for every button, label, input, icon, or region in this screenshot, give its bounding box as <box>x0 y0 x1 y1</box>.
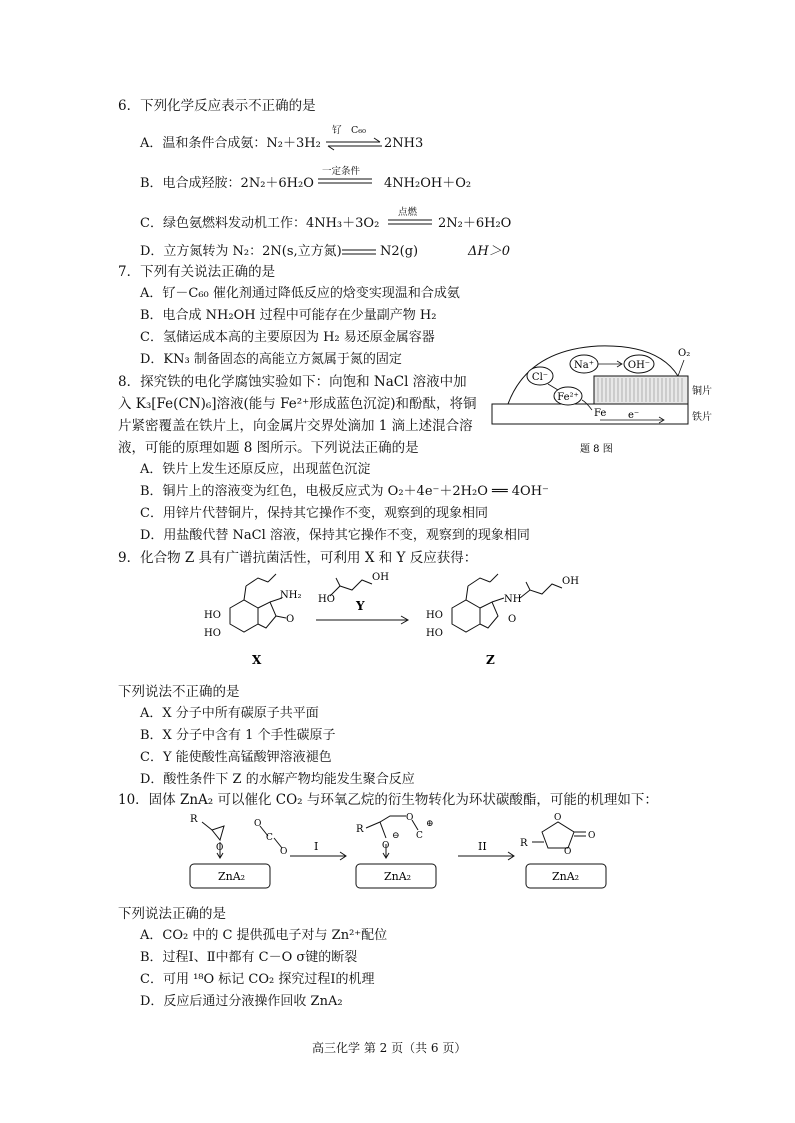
z-hydroxy-label-3: OH <box>562 576 579 587</box>
compound-x-label: X <box>252 653 262 667</box>
q6-b-condition: 一定条件 <box>322 166 361 177</box>
q9-reaction-scheme <box>190 568 610 668</box>
q7-option-b: B．电合成 NH₂OH 过程中可能存在少量副产物 H₂ <box>140 308 437 323</box>
sodium-ion-label: Na⁺ <box>574 360 594 371</box>
q8-stem-line-3: 片紧密覆盖在铁片上，向金属片交界处滴加 1 滴上述混合溶 <box>118 418 473 434</box>
x-amine-label: NH₂ <box>280 590 302 601</box>
iron-plate-label: 铁片 <box>692 412 712 423</box>
q6-a-arrow <box>324 136 384 152</box>
q9-option-c: C．Y 能使酸性高锰酸钾溶液褪色 <box>140 750 332 765</box>
stage2-r-label: R <box>356 824 364 835</box>
q10-option-a: A．CO₂ 中的 C 提供孤电子对与 Zn²⁺配位 <box>140 928 388 943</box>
q6-b-equals <box>318 176 374 186</box>
q9-sub-stem: 下列说法不正确的是 <box>118 684 240 700</box>
stage1-co2-c: C <box>266 833 273 843</box>
q8-option-a: A．铁片上发生还原反应，出现蓝色沉淀 <box>140 462 371 477</box>
step-2-label: II <box>478 840 487 853</box>
compound-z-label: Z <box>486 653 495 667</box>
stage2-catalyst-label: ZnA₂ <box>384 870 412 883</box>
q6-c-condition: 点燃 <box>398 207 418 218</box>
q6-d-enthalpy: ΔH＞0 <box>468 244 510 259</box>
z-hydroxy-label-1: HO <box>426 610 443 621</box>
q9-option-b: B．X 分子中含有 1 个手性碳原子 <box>140 728 336 743</box>
stage3-ring-o2: O <box>564 847 572 857</box>
q8-option-d: D．用盐酸代替 NaCl 溶液，保持其它操作不变，观察到的现象相同 <box>140 528 530 543</box>
q10-stem: 10．固体 ZnA₂ 可以催化 CO₂ 与环氧乙烷的衍生物转化为环状碳酸酯，可能的机理如下： <box>118 792 658 808</box>
q8-stem-line-4: 液，可能的原理如题 8 图所示。下列说法正确的是 <box>118 440 419 456</box>
q10-option-d: D．反应后通过分液操作回收 ZnA₂ <box>140 994 343 1009</box>
q10-option-b: B．过程Ⅰ、Ⅱ中都有 C－O σ键的断裂 <box>140 950 358 965</box>
stage2-positive-charge: ⊕ <box>426 819 434 829</box>
figure-8-caption: 题 8 图 <box>580 444 613 455</box>
q6-a-product: 2NH3 <box>384 136 424 151</box>
stage3-r-label: R <box>520 838 528 849</box>
stage3-ring-o1: O <box>554 813 562 823</box>
q7-option-d: D．KN₃ 制备固态的高能立方氮属于氮的固定 <box>140 352 402 367</box>
stage1-co2-o1: O <box>254 819 262 829</box>
stage1-catalyst-label: ZnA₂ <box>218 870 246 883</box>
x-carbonyl-label: O <box>286 614 295 625</box>
x-hydroxy-label-1: HO <box>204 610 221 621</box>
z-carbonyl-label: O <box>508 614 517 625</box>
page-footer: 高三化学 第 2 页（共 6 页） <box>312 1041 467 1055</box>
q6-d-equals <box>342 247 378 257</box>
q9-option-d: D．酸性条件下 Z 的水解产物均能发生聚合反应 <box>140 772 415 787</box>
x-hydroxy-label-2: HO <box>204 628 221 639</box>
q8-stem-line-1: 8．探究铁的电化学腐蚀实验如下：向饱和 NaCl 溶液中加 <box>118 374 467 390</box>
q6-d-product: N2(g) <box>380 244 419 259</box>
oxygen-label: O₂ <box>678 348 691 359</box>
molecule-y <box>330 578 372 596</box>
q10-option-c: C．可用 ¹⁸O 标记 CO₂ 探究过程Ⅰ的机理 <box>140 972 375 987</box>
q6-stem: 6．下列化学反应表示不正确的是 <box>118 98 316 114</box>
z-hydroxy-label-2: HO <box>426 628 443 639</box>
stage1-co2-o2: O <box>280 847 288 857</box>
copper-plate-label: 铜片 <box>692 386 712 397</box>
q6-c-product: 2N₂＋6H₂O <box>438 216 512 231</box>
stage3-catalyst-label: ZnA₂ <box>552 870 580 883</box>
stage1-epoxide-o: O <box>216 843 224 853</box>
electron-label: e⁻ <box>628 410 640 421</box>
q8-option-c: C．用锌片代替铜片，保持其它操作不变，观察到的现象相同 <box>140 506 488 521</box>
chloride-ion-label: Cl⁻ <box>531 372 549 383</box>
stage3-carbonyl-o: O <box>588 831 596 841</box>
q6-option-a <box>140 136 321 152</box>
step-1-label: I <box>314 840 319 853</box>
z-amide-label: NH <box>504 594 522 605</box>
stage1-r-label: R <box>190 814 198 825</box>
q6-option-d: D．立方氮转为 N₂：2N(s,立方氮) <box>140 244 342 259</box>
q6-option-c: C．绿色氨燃料发动机工作：4NH₃＋3O₂ <box>140 216 380 231</box>
compound-y-label: Y <box>356 599 365 613</box>
q8-stem-line-2: 入 K₃[Fe(CN)₆]溶液(能与 Fe²⁺形成蓝色沉淀)和酚酞，将铜 <box>118 396 477 412</box>
q6-a-label: A．温和条件合成氨：N₂＋3H₂ <box>140 136 321 151</box>
q7-option-c: C．氢储运成本高的主要原因为 H₂ 易还原金属容器 <box>140 330 435 345</box>
q7-option-a: A．钌－C₆₀ 催化剂通过降低反应的焓变实现温和合成氨 <box>140 286 460 301</box>
q6-c-equals <box>388 217 434 227</box>
hydroxide-ion-label: OH⁻ <box>627 360 651 371</box>
stage2-alkoxide-o: O <box>382 841 390 851</box>
stage2-o: O <box>406 813 414 823</box>
y-hydroxy-label-2: OH <box>372 572 389 583</box>
q10-mechanism <box>180 808 620 898</box>
stage2-negative-charge: ⊖ <box>392 831 400 841</box>
iron-label: Fe <box>594 408 607 419</box>
y-hydroxy-label-1: HO <box>318 594 335 605</box>
molecule-x <box>230 574 286 632</box>
q6-b-product: 4NH₂OH＋O₂ <box>384 176 472 191</box>
stage2-c: C <box>416 831 423 841</box>
q6-a-condition: 钌 C₆₀ <box>332 125 366 136</box>
q7-stem: 7．下列有关说法正确的是 <box>118 264 276 280</box>
q6-option-b: B．电合成羟胺：2N₂＋6H₂O <box>140 176 314 191</box>
q9-option-a: A．X 分子中所有碳原子共平面 <box>140 706 319 721</box>
ferrous-ion-label: Fe²⁺ <box>557 392 579 403</box>
q10-sub-stem: 下列说法正确的是 <box>118 906 226 922</box>
q8-option-b: B．铜片上的溶液变为红色，电极反应式为 O₂＋4e⁻＋2H₂O ══ 4OH⁻ <box>140 484 549 499</box>
q9-stem: 9．化合物 Z 具有广谱抗菌活性，可利用 X 和 Y 反应获得： <box>118 550 478 566</box>
q8-figure <box>488 340 718 460</box>
